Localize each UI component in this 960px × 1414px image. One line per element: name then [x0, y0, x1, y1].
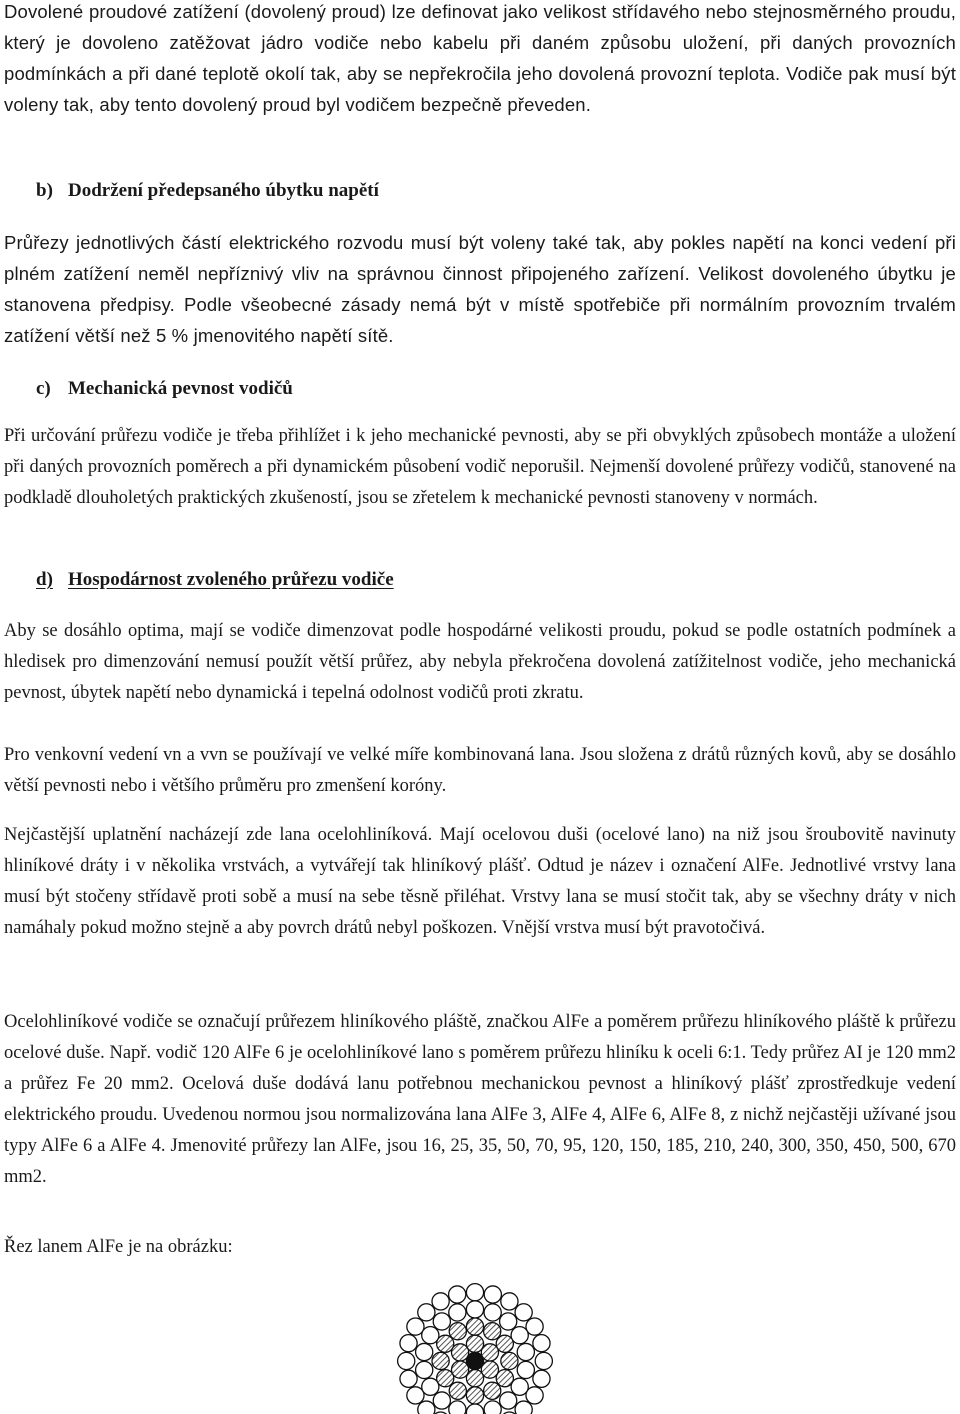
section-b-heading	[36, 179, 960, 203]
aluminium-wire	[466, 1404, 483, 1414]
steel-wire	[449, 1323, 466, 1340]
aluminium-wire	[466, 1301, 483, 1318]
alfe-cable-figure	[396, 1282, 554, 1414]
aluminium-wire	[433, 1313, 450, 1330]
alfe-marking-paragraph: Ocelohliníkové vodiče se označují průřezem hliníkového pláště, značkou AlFe a poměrem průřezu hliníkového pláště k průřezu ocelové duše. Např. vodič 120 AlFe 6 je ocelohliníkové lano s poměrem průřezu hliníku k oceli 6:1. Tedy průřez AI je 120 mm2 a průřez Fe 20 mm2. Ocelová duše dodává lanu potřebnou mechanickou pevnost a hliníkový plášť zprostředkuje vedení elektrického proudu. Uvedenou normou jsou normalizována lana AlFe 3, AlFe 4, AlFe 6, AlFe 8, z nichž nejčastěji užívané jsou typy AlFe 6 a AlFe 4. Jmenovité průřezy lan AlFe, jsou 16, 25, 35, 50, 70, 95, 120, 150, 185, 210, 240, 300, 350, 450, 500, 670 mm2.	[4, 1012, 956, 1187]
aluminium-wire	[500, 1313, 517, 1330]
intro-paragraph: Dovolené proudové zatížení (dovolený proud) lze definovat jako velikost střídavého nebo stejnosměrného proudu, který je dovoleno zatěžovat jádro vodiče nebo kabelu při daném způsobu uložení, při daných provozních podmínkách a při dané teplotě okolí tak, aby se nepřekročila jeho dovolená provozní teplota. Vodiče pak musí být voleny tak, aby tento dovolený proud byl vodičem bezpečně převeden.	[4, 1, 956, 115]
aluminium-wire	[398, 1352, 415, 1369]
aluminium-wire	[433, 1392, 450, 1409]
aluminium-wire	[449, 1401, 466, 1414]
aluminium-wire	[400, 1370, 417, 1387]
aluminium-wire	[400, 1335, 417, 1352]
section-d-marker: d)	[36, 569, 53, 590]
aluminium-wire	[432, 1293, 449, 1310]
steel-wire	[466, 1387, 483, 1404]
aluminium-wire	[484, 1401, 501, 1414]
aluminium-wire	[535, 1352, 552, 1369]
section-d-title: Hospodárnost zvoleného průřezu vodiče	[68, 569, 394, 590]
section-c-heading	[36, 377, 960, 401]
aluminium-wire	[515, 1401, 532, 1414]
aluminium-wire	[484, 1286, 501, 1303]
section-b-body: Průřezy jednotlivých částí elektrického rozvodu musí být voleny také tak, aby pokles napětí na konci vedení při plném zatížení neměl nepříznivý vliv na správnou činnost připojeného zařízení. Velikost dovoleného úbytku je stanovena předpisy. Podle všeobecné zásady nemá být v místě spotřebiče při normálním provozním trvalém zatížení větší než 5 % jmenovitého napětí sítě.	[4, 232, 956, 346]
section-c-body: Při určování průřezu vodiče je třeba přihlížet i k jeho mechanické pevnosti, aby se při obvyklých způsobech montáže a uložení při daných provozních poměrech a při dynamickém působení vodič neporušil. Nejmenší dovolené průřezy vodičů, stanovené na podkladě dlouholetých praktických zkušeností, jsou se zřetelem k mechanické pevnosti stanoveny v normách.	[4, 426, 956, 508]
section-b-marker: b)	[36, 180, 53, 201]
aluminium-wire	[515, 1304, 532, 1321]
aluminium-wire	[500, 1392, 517, 1409]
steel-wire	[432, 1352, 449, 1369]
section-c-title: Mechanická pevnost vodičů	[68, 378, 293, 399]
section-d-body-2: Pro venkovní vedení vn a vvn se používají ve velké míře kombinovaná lana. Jsou složena z drátů různých kovů, aby se dosáhlo větší pevnosti nebo i většího průměru pro zmenšení koróny.	[4, 745, 956, 796]
aluminium-wire	[416, 1361, 433, 1378]
section-b-title: Dodržení předepsaného úbytku napětí	[68, 180, 379, 201]
aluminium-wire	[533, 1335, 550, 1352]
figure-caption: Řez lanem AlFe je na obrázku:	[4, 1237, 233, 1257]
steel-wire	[449, 1382, 466, 1399]
aluminium-wire	[449, 1304, 466, 1321]
steel-wire	[501, 1352, 518, 1369]
section-d-body: Aby se dosáhlo optima, mají se vodiče dimenzovat podle hospodárné velikosti proudu, pokud se podle ostatních podmínek a hledisek pro dimenzování nemusí použít větší průřez, aby nebyla překročena dovolená zatížitelnost vodiče, jeho mechanická pevnost, úbytek napětí nebo dynamická i tepelná odolnost vodičů proti zkratu.	[4, 621, 956, 703]
aluminium-wire	[418, 1304, 435, 1321]
aluminium-wire	[501, 1293, 518, 1310]
cable-cross-section-svg	[396, 1282, 554, 1414]
aluminium-wire	[517, 1343, 534, 1360]
aluminium-wire	[533, 1370, 550, 1387]
steel-wire	[466, 1318, 483, 1335]
aluminium-wire	[416, 1343, 433, 1360]
alfe-paragraph: Nejčastější uplatnění nacházejí zde lana ocelohliníková. Mají ocelovou duši (ocelové lano) na niž jsou šroubovitě navinuty hliníkové dráty i v několika vrstvách, a vytvářejí tak hliníkový plášť. Odtud je název i označení AlFe. Jednotlivé vrstvy lana musí být stočeny střídavě proti sobě a musí na sebe těsně přiléhat. Vrstvy lana se musí stočit tak, aby se všechny dráty v nich namáhaly pokud možno stejně a aby povrch drátů nebyl poškozen. Vnější vrstva musí být pravotočivá.	[4, 825, 956, 938]
aluminium-wire	[449, 1286, 466, 1303]
aluminium-wire	[484, 1304, 501, 1321]
section-d-heading	[36, 568, 960, 592]
section-c-marker: c)	[36, 378, 51, 399]
aluminium-wire	[466, 1284, 483, 1301]
steel-core-wire	[466, 1352, 483, 1369]
aluminium-wire	[517, 1361, 534, 1378]
steel-wire	[484, 1323, 501, 1340]
steel-wire	[484, 1382, 501, 1399]
